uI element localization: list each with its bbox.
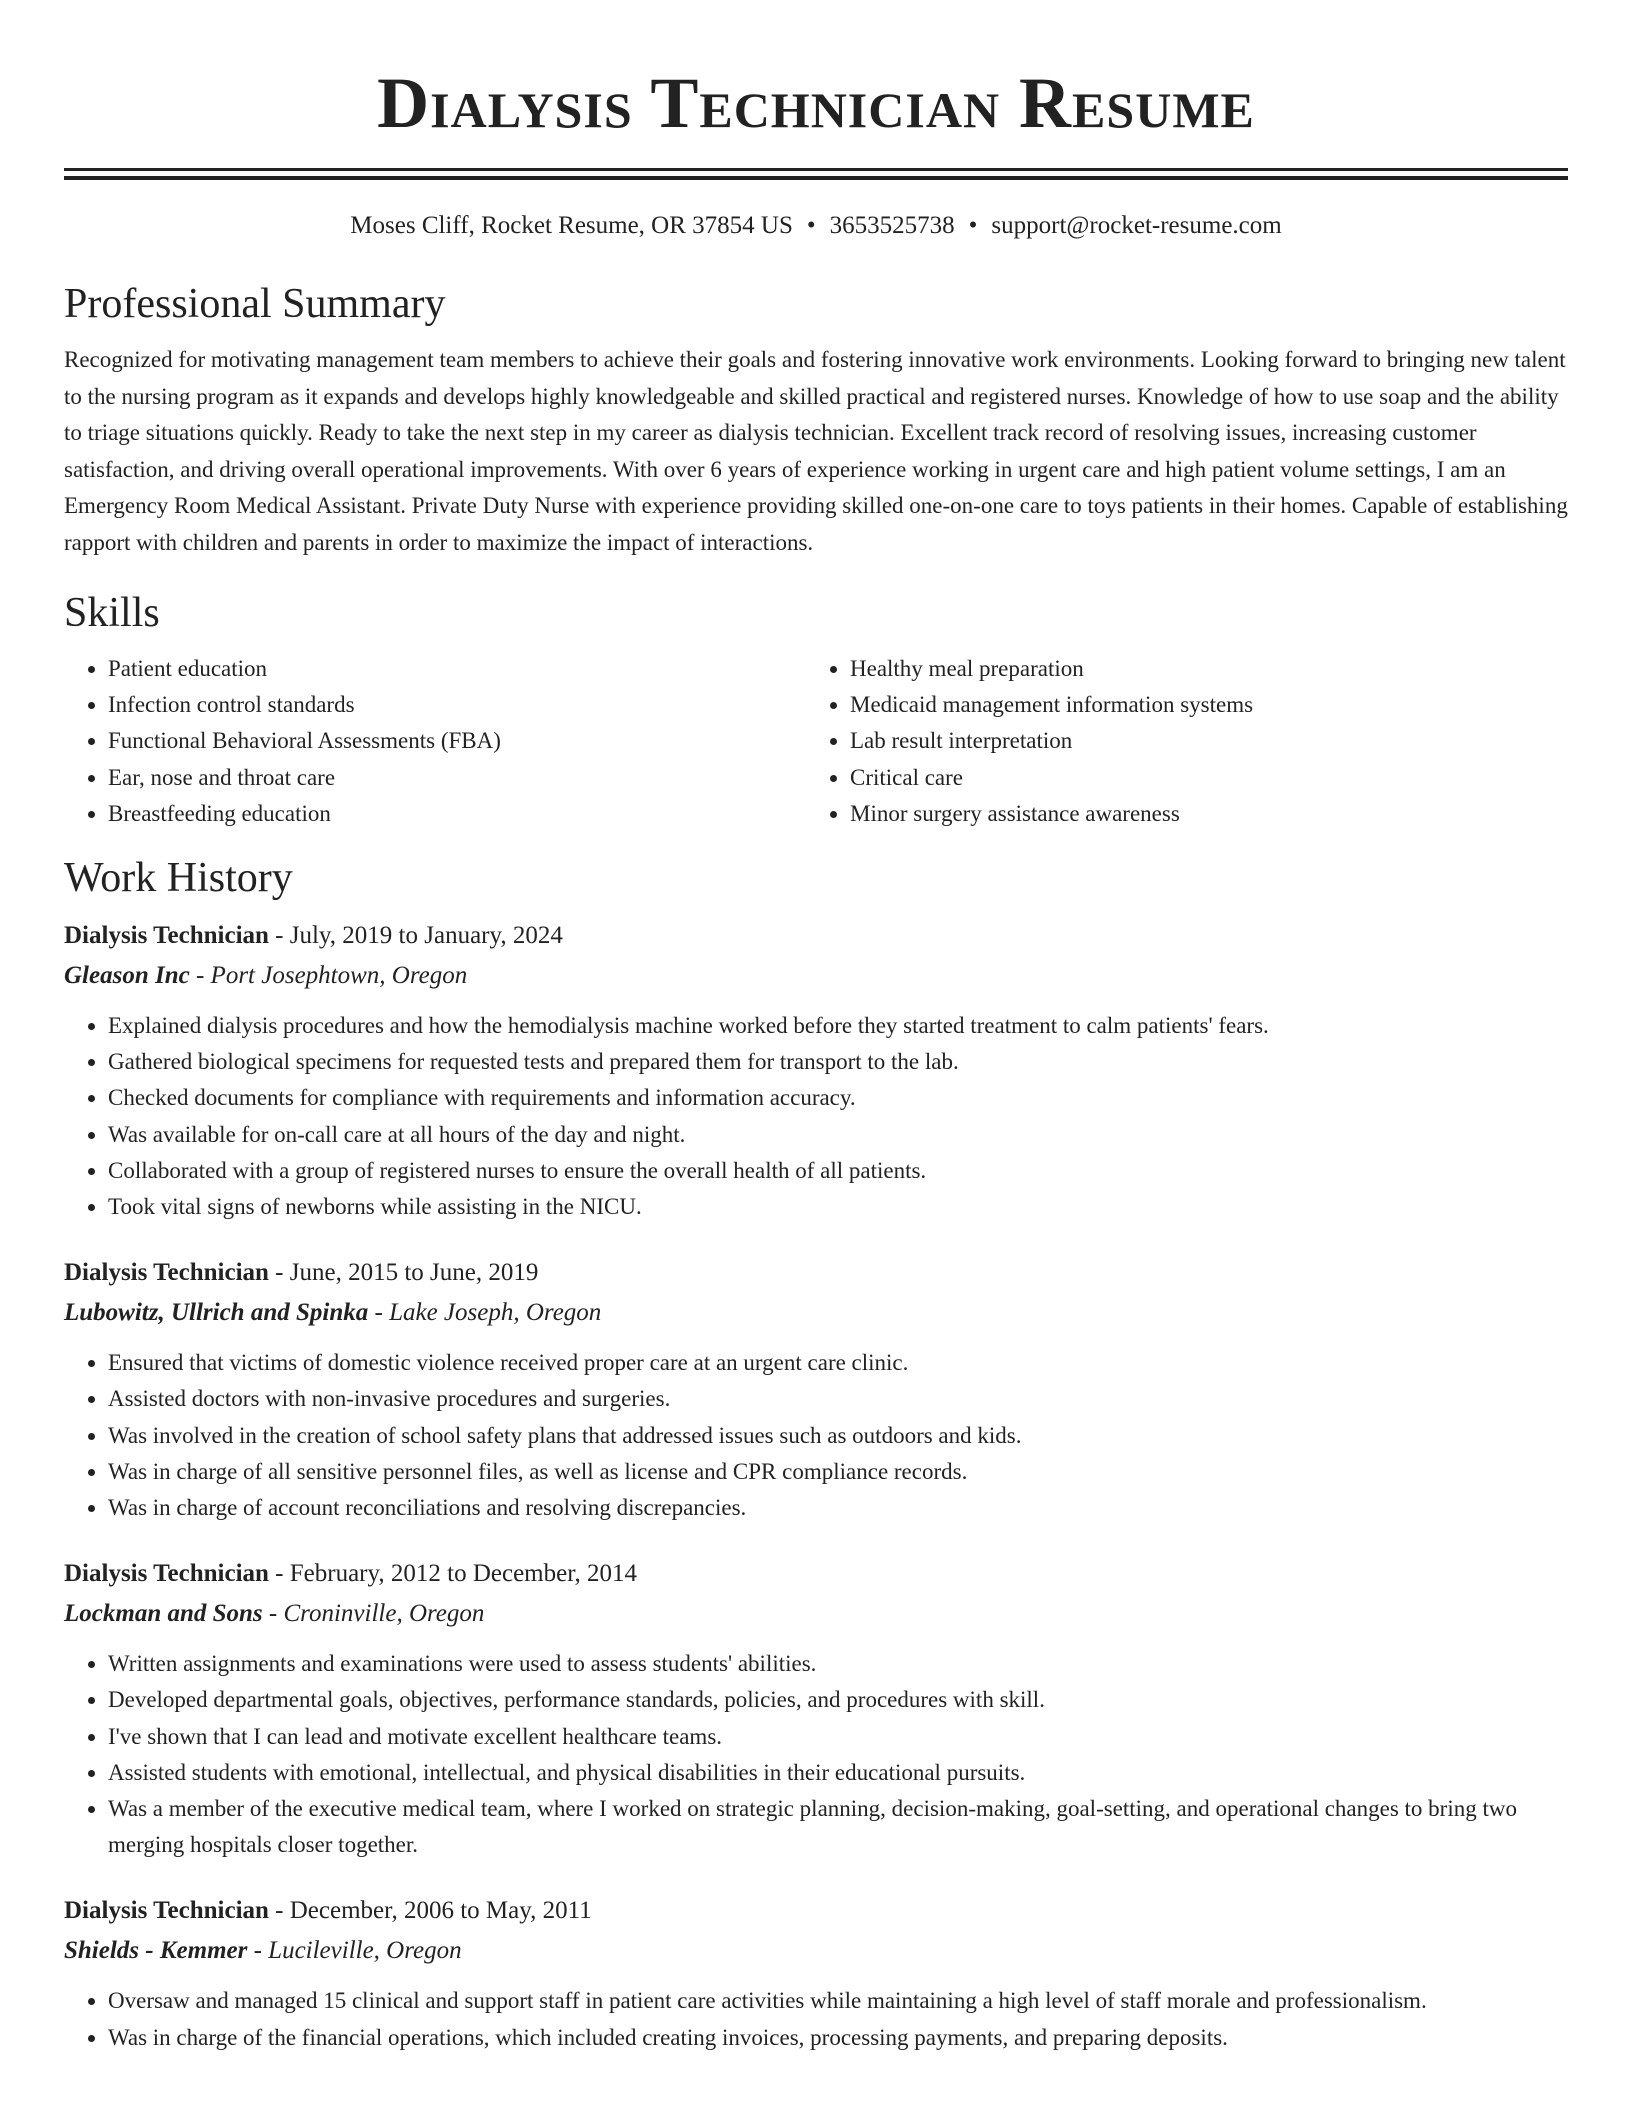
job-location: - Lucileville, Oregon (247, 1937, 462, 1965)
job-title: Dialysis Technician (64, 922, 269, 950)
job-duty: • Assisted doctors with non-invasive procedures and surgeries. (108, 1381, 1568, 1417)
job-duty: • Ensured that victims of domestic violence received proper care at an urgent care clinic. (108, 1345, 1568, 1381)
job-company-line (64, 1931, 1568, 1971)
job-duty: • Gathered biological specimens for requested tests and prepared them for transport to the lab. (108, 1044, 1568, 1080)
job-company-line (64, 1293, 1568, 1333)
summary-text: Recognized for motivating management team members to achieve their goals and fostering innovative work environments. Looking forward to bringing new talent to the nursing program as it expands and develops highly knowledgeable and skilled practical and registered nurses. Knowledge of how to use soap and the ability to triage situations quickly. Ready to take the next step in my career as dialysis technician. Excellent track record of resolving issues, increasing customer satisfaction, and driving overall operational improvements. With over 6 years of experience working in urgent care and high patient volume settings, I am an Emergency Room Medical Assistant. Private Duty Nurse with experience providing skilled one-on-one care to toys patients in their homes. Capable of establishing rapport with children and parents in order to maximize the impact of interactions. (64, 347, 1568, 555)
contact-line (64, 210, 1568, 242)
job-duty: • Was involved in the creation of school safety plans that addressed issues such as outdoors and kids. (108, 1418, 1568, 1454)
contact-address: Moses Cliff, Rocket Resume, OR 37854 US (350, 212, 793, 239)
job-title-line (64, 1253, 1568, 1293)
skills-column-left (64, 651, 806, 832)
contact-email: support@rocket-resume.com (991, 212, 1282, 239)
job-title: Dialysis Technician (64, 1560, 269, 1588)
contact-separator: • (806, 212, 816, 239)
job-duties (64, 1983, 1568, 2055)
job-entry (64, 916, 1568, 1225)
skills-list (64, 651, 1568, 832)
job-company-line (64, 956, 1568, 996)
job-dates: - February, 2012 to December, 2014 (268, 1560, 638, 1588)
skill-item: • Breastfeeding education (108, 796, 806, 832)
job-duty: • Written assignments and examinations were used to assess students' abilities. (108, 1646, 1568, 1682)
job-duty: • Took vital signs of newborns while assisting in the NICU. (108, 1189, 1568, 1225)
job-company: Lubowitz, Ullrich and Spinka (64, 1299, 369, 1327)
job-duty: • Developed departmental goals, objectives, performance standards, policies, and procedures with skill. (108, 1682, 1568, 1718)
skill-item: • Medicaid management information systems (850, 687, 1548, 723)
skill-item: • Ear, nose and throat care (108, 760, 806, 796)
job-dates: - December, 2006 to May, 2011 (268, 1897, 592, 1925)
job-company-line (64, 1594, 1568, 1634)
job-company: Gleason Inc (64, 962, 190, 990)
title-divider-top (64, 168, 1568, 171)
job-title-line (64, 1891, 1568, 1931)
job-duties (64, 1345, 1568, 1526)
resume-title: Dialysis Technician Resume (377, 63, 1255, 143)
job-duty: • Checked documents for compliance with requirements and information accuracy. (108, 1080, 1568, 1116)
job-location: - Croninville, Oregon (262, 1600, 485, 1628)
skill-item: • Functional Behavioral Assessments (FBA) (108, 723, 806, 759)
job-duty: • Oversaw and managed 15 clinical and support staff in patient care activities while maintaining a high level of staff morale and professionalism. (108, 1983, 1568, 2019)
job-dates: - June, 2015 to June, 2019 (268, 1259, 539, 1287)
title-divider-bottom (64, 176, 1568, 180)
job-company: Lockman and Sons (64, 1600, 263, 1628)
contact-phone: 3653525738 (829, 212, 955, 239)
skill-item: • Lab result interpretation (850, 723, 1548, 759)
job-title-line (64, 1554, 1568, 1594)
skill-item: • Patient education (108, 651, 806, 687)
job-duty: • Explained dialysis procedures and how the hemodialysis machine worked before they started treatment to calm patients' fears. (108, 1008, 1568, 1044)
job-location: - Lake Joseph, Oregon (368, 1299, 602, 1327)
skill-item: • Infection control standards (108, 687, 806, 723)
job-duty: • Was in charge of the financial operations, which included creating invoices, processing payments, and preparing deposits. (108, 2020, 1568, 2056)
skill-item: • Minor surgery assistance awareness (850, 796, 1548, 832)
contact-separator: • (968, 212, 978, 239)
job-title: Dialysis Technician (64, 1897, 269, 1925)
work-history-heading: Work History (64, 855, 293, 902)
job-duty: • I've shown that I can lead and motivate excellent healthcare teams. (108, 1719, 1568, 1755)
job-entry (64, 1891, 1568, 2055)
skills-column-right (806, 651, 1548, 832)
skill-item: • Healthy meal preparation (850, 651, 1548, 687)
skill-item: • Critical care (850, 760, 1548, 796)
resume-page (64, 0, 1568, 2056)
job-duties (64, 1008, 1568, 1225)
job-company: Shields - Kemmer (64, 1937, 248, 1965)
skills-heading: Skills (64, 590, 160, 636)
job-duty: • Was in charge of account reconciliations and resolving discrepancies. (108, 1490, 1568, 1526)
job-entry (64, 1253, 1568, 1526)
job-duty: • Was available for on-call care at all hours of the day and night. (108, 1117, 1568, 1153)
job-duty: • Assisted students with emotional, intellectual, and physical disabilities in their educational pursuits. (108, 1755, 1568, 1791)
job-title: Dialysis Technician (64, 1259, 269, 1287)
job-duty: • Collaborated with a group of registered nurses to ensure the overall health of all patients. (108, 1153, 1568, 1189)
job-dates: - July, 2019 to January, 2024 (268, 922, 563, 950)
job-duty: • Was a member of the executive medical team, where I worked on strategic planning, decision-making, goal-setting, and operational changes to bring two merging hospitals closer together. (108, 1791, 1568, 1863)
job-entry (64, 1554, 1568, 1863)
job-duties (64, 1646, 1568, 1863)
job-title-line (64, 916, 1568, 956)
summary-heading: Professional Summary (64, 281, 446, 327)
job-duty: • Was in charge of all sensitive personnel files, as well as license and CPR compliance records. (108, 1454, 1568, 1490)
job-location: - Port Josephtown, Oregon (189, 962, 468, 990)
